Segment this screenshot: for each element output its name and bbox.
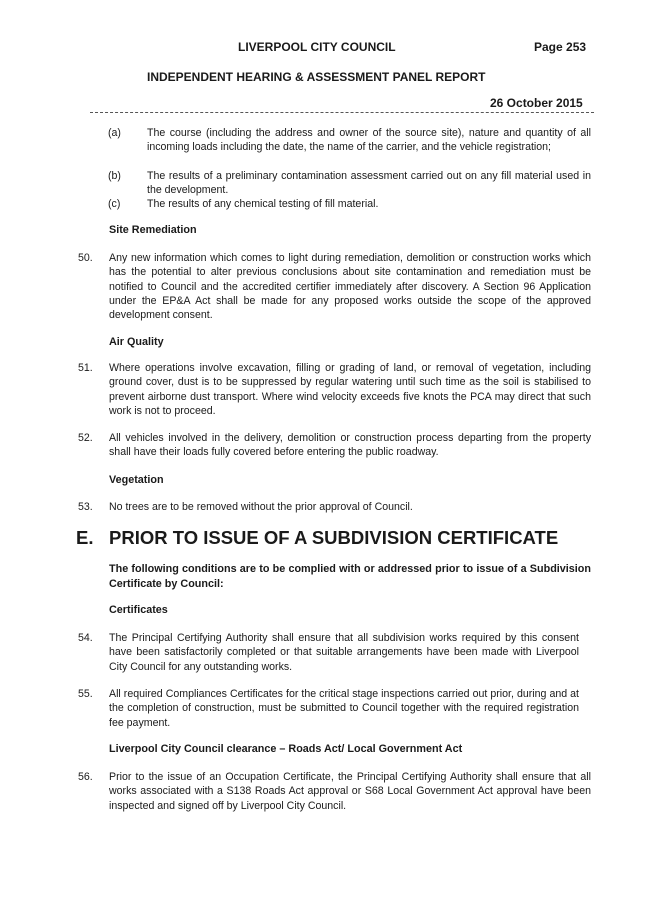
item-c-text: The results of any chemical testing of fill material. — [147, 198, 379, 210]
condition-55-number: 55. — [78, 688, 93, 700]
air-quality-heading: Air Quality — [109, 336, 164, 348]
site-remediation-heading: Site Remediation — [109, 224, 197, 236]
report-date: 26 October 2015 — [490, 96, 583, 110]
condition-51-number: 51. — [78, 362, 93, 374]
condition-56-text: Prior to the issue of an Occupation Certificate, the Principal Certifying Authority shall ensure that all works associated with a S138 Roads Act approval or S68 Local Government Act approval have been inspected and signed off by Liverpool City Council. — [109, 771, 591, 812]
section-intro: The following conditions are to be complied with or addressed prior to issue of a Subdivision Certificate by Council: — [109, 563, 591, 590]
item-a-label: (a) — [108, 127, 121, 139]
condition-54-text: The Principal Certifying Authority shall ensure that all subdivision works required by this consent have been satisfactorily completed or that suitable arrangements have been made with Liverpool City Council for any outstanding works. — [109, 632, 579, 673]
condition-50-text: Any new information which comes to light during remediation, demolition or construction works which has the potential to alter previous conclusions about site contamination and remediation must be notified to Council and the accredited certifier immediately after discovery. A Section 96 Application under the EP&A Act shall be made for any proposed works outside the scope of the approved development consent. — [109, 252, 591, 322]
condition-51-text: Where operations involve excavation, filling or grading of land, or removal of vegetation, including ground cover, dust is to be suppressed by regular watering until such time as the soil is stabilised to prevent airborne dust transport. Where wind velocity exceeds five knots the PCA may direct that such work is not to proceed. — [109, 362, 591, 417]
condition-52-number: 52. — [78, 432, 93, 444]
header-divider — [90, 112, 594, 113]
section-letter: E. — [76, 527, 94, 548]
condition-55-text: All required Compliances Certificates for the critical stage inspections carried out prior, during and at the completion of construction, must be submitted to Council together with the required registration fee payment. — [109, 688, 579, 729]
clearance-heading: Liverpool City Council clearance – Roads Act/ Local Government Act — [109, 743, 463, 755]
item-c-label: (c) — [108, 198, 121, 210]
item-b-label: (b) — [108, 170, 121, 182]
item-a-text: The course (including the address and owner of the source site), nature and quantity of all incoming loads including the date, the name of the carrier, and the vehicle registration; — [147, 127, 591, 154]
condition-50-number: 50. — [78, 252, 93, 264]
condition-52-text: All vehicles involved in the delivery, demolition or construction process departing from the property shall have their loads fully covered before entering the public roadway. — [109, 432, 591, 459]
condition-56-number: 56. — [78, 771, 93, 783]
council-name: LIVERPOOL CITY COUNCIL — [238, 40, 396, 54]
page-number: Page 253 — [534, 40, 587, 54]
vegetation-heading: Vegetation — [109, 474, 164, 486]
certificates-heading: Certificates — [109, 604, 168, 616]
condition-53-number: 53. — [78, 501, 93, 513]
report-title: INDEPENDENT HEARING & ASSESSMENT PANEL REPORT — [147, 70, 486, 84]
section-title: PRIOR TO ISSUE OF A SUBDIVISION CERTIFICATE — [109, 527, 559, 548]
item-b-text: The results of a preliminary contamination assessment carried out on any fill material used in the development. — [147, 170, 591, 197]
condition-53-text: No trees are to be removed without the prior approval of Council. — [109, 501, 413, 513]
condition-54-number: 54. — [78, 632, 93, 644]
